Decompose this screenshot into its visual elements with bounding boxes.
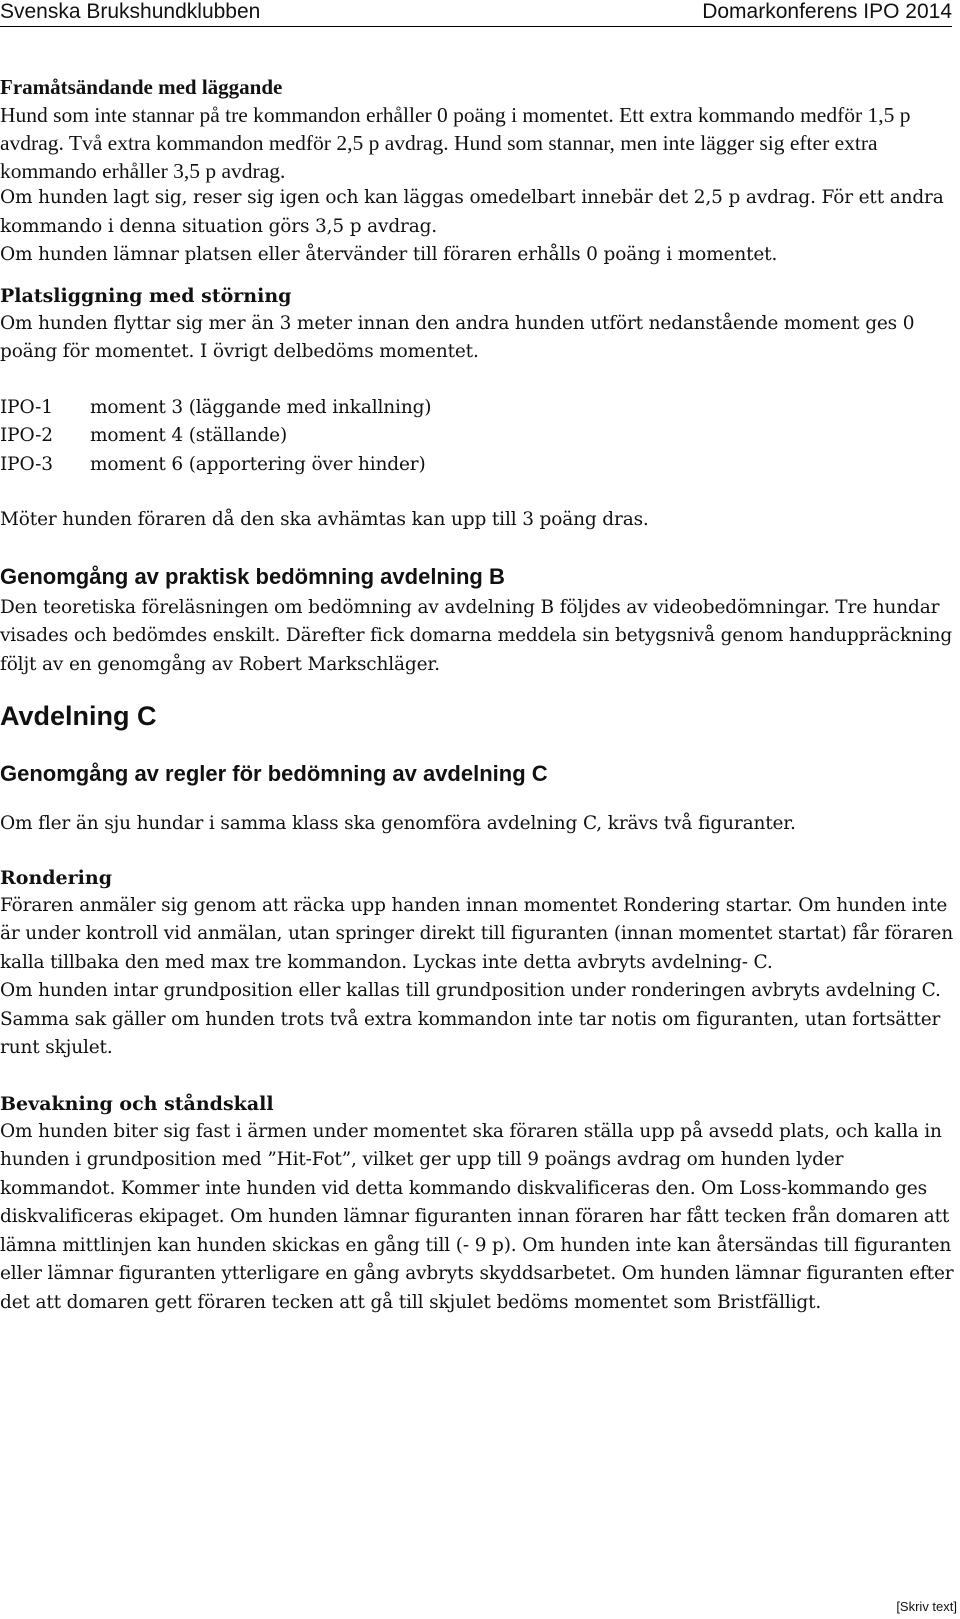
paragraph-praktisk-bedomning-b: Den teoretiska föreläsningen om bedömning av avdelning B följdes av videobedömningar. Tre hundar visades och bedömdes enskilt. Därefter fick domarna meddela sin betygsnivå genom handuppräckning följt av en genomgång av Robert Markschläger. bbox=[0, 596, 953, 675]
ipo-moment: moment 6 (apportering över hinder) bbox=[90, 453, 426, 475]
ipo-list bbox=[0, 394, 955, 480]
ipo-moment: moment 4 (ställande) bbox=[90, 425, 288, 446]
ipo-code: IPO-1 bbox=[0, 396, 53, 418]
footer-placeholder: [Skriv text] bbox=[896, 1599, 957, 1614]
paragraph-bevakning: Om hunden biter sig fast i ärmen under momentet ska föraren ställa upp på avsedd plats, och kalla in hunden i grundposition med ”Hit-Fot”, vilket ger upp till 9 poängs avdrag om hunden lyder kommandot. Kommer inte hunden vid detta kommando diskvalificeras den. Om Loss-kommando ges diskvalificeras ekipaget. Om hunden lämnar figuranten innan föraren har fått tecken från domaren att lämna mittlinjen kan hunden skickas en gång till (- 9 p). Om hunden inte kan återsändas till figuranten eller lämnar figuranten ytterligare en gång avbryts skyddsarbetet. Om hunden lämnar figuranten efter det att domaren gett föraren tecken att gå till skjulet bedöms momentet som Bristfälligt. bbox=[0, 1120, 954, 1313]
heading-bevakning: Bevakning och ståndskall bbox=[0, 1092, 274, 1115]
ipo-code: IPO-3 bbox=[0, 453, 53, 475]
paragraph-framatsandande-b: Om hunden lagt sig, reser sig igen och kan läggas omedelbart innebär det 2,5 p avdrag. För ett andra kommando i denna situation görs 3,5 p avdrag. bbox=[0, 187, 944, 237]
heading-praktisk-bedomning-b: Genomgång av praktisk bedömning avdelning B bbox=[0, 563, 505, 589]
heading-framatsandande: Framåtsändande med läggande bbox=[0, 75, 283, 99]
paragraph-rondering: Föraren anmäler sig genom att räcka upp handen innan momentet Rondering startar. Om hunden inte är under kontroll vid anmälan, utan springer direkt till figuranten (innan momentet startat) får föraren kalla tillbaka den med max tre kommandon. Lyckas inte detta avbryts avdelning- C. bbox=[0, 894, 953, 973]
paragraph-avhamtas: Möter hunden föraren då den ska avhämtas kan upp till 3 poäng dras. bbox=[0, 509, 649, 530]
heading-regler-avdelning-c: Genomgång av regler för bedömning av avdelning C bbox=[0, 761, 548, 786]
list-item bbox=[0, 394, 955, 423]
paragraph-figuranter: Om fler än sju hundar i samma klass ska genomföra avdelning C, krävs två figuranter. bbox=[0, 813, 796, 834]
header-event: Domarkonferens IPO 2014 bbox=[702, 0, 952, 23]
heading-rondering: Rondering bbox=[0, 866, 112, 889]
heading-platsliggning: Platsliggning med störning bbox=[0, 284, 292, 307]
paragraph-framatsandande-c: Om hunden lämnar platsen eller återvänder till föraren erhålls 0 poäng i momentet. bbox=[0, 244, 778, 265]
heading-avdelning-c: Avdelning C bbox=[0, 701, 157, 731]
document-body bbox=[0, 73, 955, 1317]
paragraph-rondering-2: Om hunden intar grundposition eller kallas till grundposition under ronderingen avbryts avdelning C. Samma sak gäller om hunden trots två extra kommandon inte tar notis om figuranten, utan fortsätter runt skjulet. bbox=[0, 980, 941, 1058]
paragraph-framatsandande: Hund som inte stannar på tre kommandon erhåller 0 poäng i momentet. Ett extra kommando medför 1,5 p avdrag. Två extra kommandon medför 2,5 p avdrag. Hund som stannar, men inte lägger sig efter extra kommando erhåller 3,5 p avdrag. bbox=[0, 103, 911, 183]
list-item bbox=[0, 422, 955, 451]
header-organization: Svenska Brukshundklubben bbox=[0, 0, 261, 23]
list-item bbox=[0, 451, 955, 480]
ipo-code: IPO-2 bbox=[0, 425, 53, 446]
paragraph-platsliggning: Om hunden flyttar sig mer än 3 meter innan den andra hunden utfört nedanstående moment ges 0 poäng för momentet. I övrigt delbedöms momentet. bbox=[0, 312, 915, 362]
page-header bbox=[0, 0, 952, 27]
ipo-moment: moment 3 (läggande med inkallning) bbox=[90, 396, 432, 418]
